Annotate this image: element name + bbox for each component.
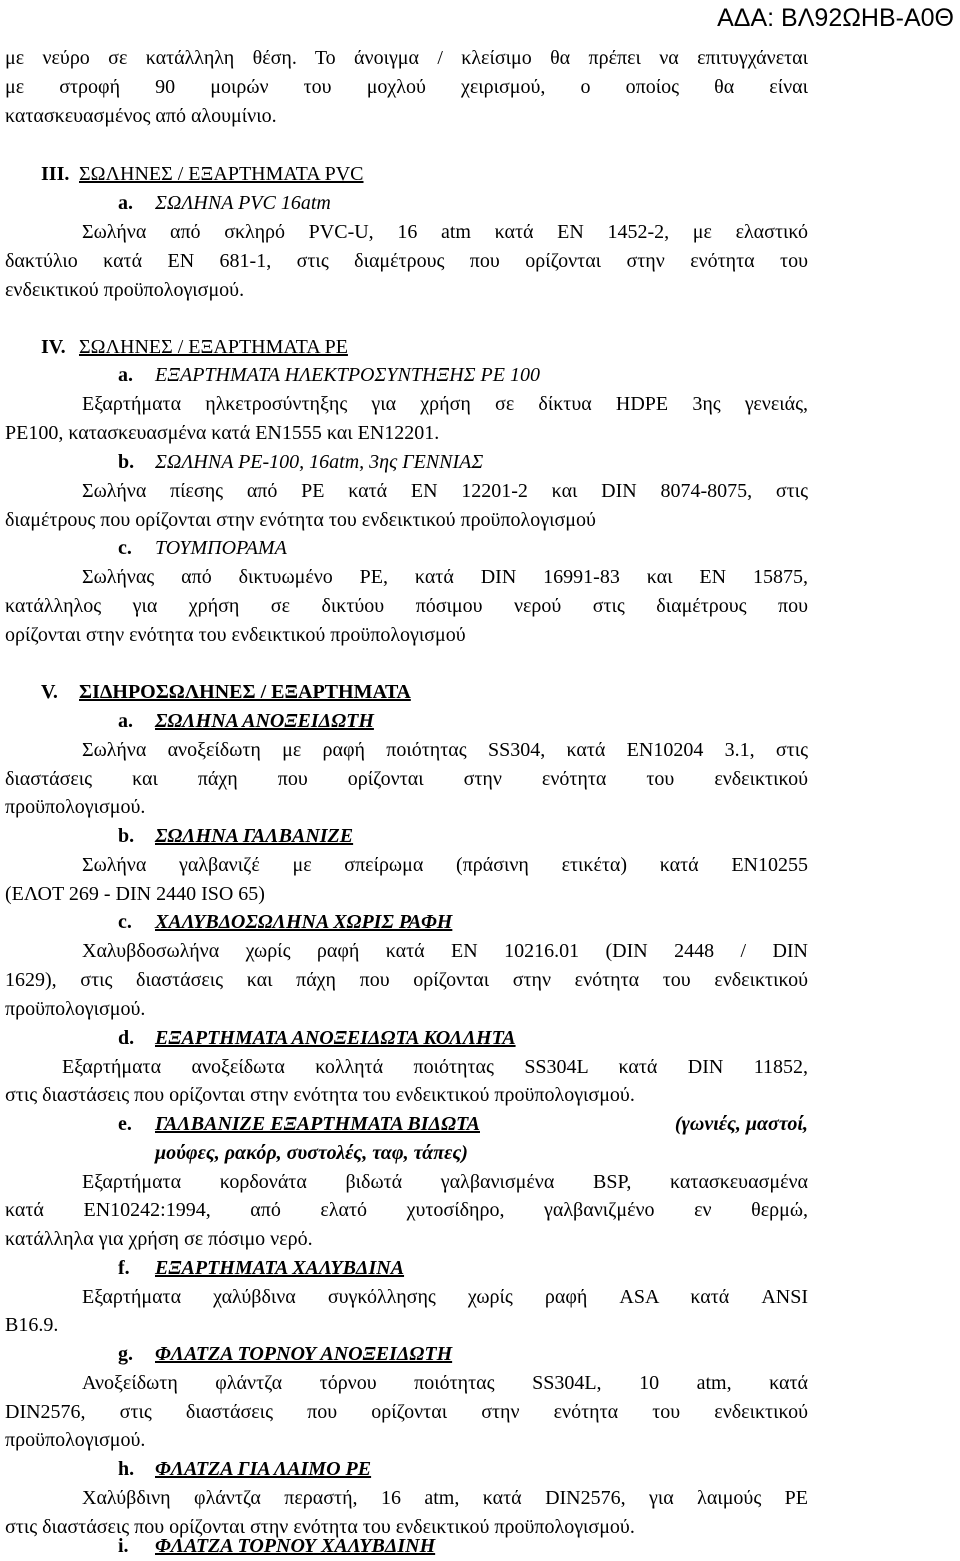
subsection-letter: f. xyxy=(118,1257,130,1279)
body-line: διαστάσεις και πάχη που ορίζονται στην ενότητα του ενδεικτικού xyxy=(5,768,808,790)
body-line: Χαλυβδοσωλήνα χωρίς ραφή κατά EN 10216.01 (DIN 2448 / DIN xyxy=(82,940,808,962)
body-line: ορίζονται στην ενότητα του ενδεικτικού προϋπολογισμού xyxy=(5,624,466,646)
body-line: διαμέτρους που ορίζονται στην ενότητα του ενδεικτικού προϋπολογισμού xyxy=(5,509,596,531)
subsection-title: ΓΑΛΒΑΝΙΖΕ ΕΞΑΡΤΗΜΑΤΑ ΒΙΔΩΤΑ xyxy=(155,1113,480,1135)
subsection-letter: c. xyxy=(118,537,132,559)
body-line: Χαλύβδινη φλάντζα περαστή, 16 atm, κατά DIN2576, για λαιμούς PE xyxy=(82,1487,808,1509)
subsection-title-continued: μούφες, ρακόρ, συστολές, ταφ, τάπες) xyxy=(155,1142,468,1164)
body-line: κατασκευασμένος από αλουμίνιο. xyxy=(5,105,277,127)
subsection-title: ΦΛΑΤΖΑ ΤΟΡΝΟΥ ΑΝΟΞΕΙΔΩΤΗ xyxy=(155,1343,453,1365)
subsection-letter: e. xyxy=(118,1113,132,1135)
body-line: Ανοξείδωτη φλάντζα τόρνου ποιότητας SS304L, 10 atm, κατά xyxy=(82,1372,808,1394)
subsection-letter: c. xyxy=(118,911,132,933)
body-line: ενδεικτικού προϋπολογισμού. xyxy=(5,279,245,301)
body-line: 1629), στις διαστάσεις και πάχη που ορίζονται στην ενότητα του ενδεικτικού xyxy=(5,969,808,991)
body-line: (ΕΛΟΤ 269 - DIN 2440 ISO 65) xyxy=(5,883,265,905)
subsection-title: ΕΞΑΡΤΗΜΑΤΑ ΑΝΟΞΕΙΔΩΤΑ ΚΟΛΛΗΤΑ xyxy=(155,1027,516,1049)
body-line: κατά EN10242:1994, από ελατό χυτοσίδηρο, γαλβανιζμένο εν θερμώ, xyxy=(5,1199,808,1221)
body-line: PE100, κατασκευασμένα κατά EN1555 και EN12201. xyxy=(5,422,440,444)
body-line: κατάλληλος για χρήση σε δικτύου πόσιμου νερού στις διαμέτρους που xyxy=(5,595,808,617)
body-line: με στροφή 90 μοιρών του μοχλού χειρισμού, ο οποίος θα είναι xyxy=(5,76,808,98)
body-line: προϋπολογισμού. xyxy=(5,998,146,1020)
subsection-letter: a. xyxy=(118,364,133,386)
subsection-title: ΕΞΑΡΤΗΜΑΤΑ ΧΑΛΥΒΔΙΝΑ xyxy=(155,1257,405,1279)
subsection-letter: a. xyxy=(118,710,133,732)
body-line: Σωλήνα γαλβανιζέ με σπείρωμα (πράσινη ετικέτα) κατά EN10255 xyxy=(82,854,808,876)
subsection-letter: g. xyxy=(118,1343,133,1365)
subsection-letter: i. xyxy=(118,1535,129,1557)
body-line: με νεύρο σε κατάλληλη θέση. Το άνοιγμα / κλείσιμο θα πρέπει να επιτυγχάνεται xyxy=(5,47,808,69)
body-line: Σωλήνα πίεσης από PE κατά EN 12201-2 και DIN 8074-8075, στις xyxy=(82,480,808,502)
subsection-title-note: (γωνιές, μαστοί, xyxy=(674,1113,808,1135)
subsection-title: ΧΑΛΥΒΔΟΣΩΛΗΝΑ ΧΩΡΙΣ ΡΑΦΗ xyxy=(155,911,453,933)
subsection-title-row xyxy=(155,1110,808,1139)
section-number: IV. xyxy=(41,336,66,358)
body-line: DIN2576, στις διαστάσεις που ορίζονται στην ενότητα του ενδεικτικού xyxy=(5,1401,808,1423)
subsection-letter: d. xyxy=(118,1027,135,1049)
body-line: Εξαρτήματα χαλύβδινα συγκόλλησης χωρίς ραφή ASA κατά ANSI xyxy=(82,1286,808,1308)
subsection-letter: h. xyxy=(118,1458,135,1480)
subsection-letter: a. xyxy=(118,192,133,214)
subsection-letter: b. xyxy=(118,451,135,473)
subsection-title: ΣΩΛΗΝΑ ΓΑΛΒΑΝΙΖΕ xyxy=(155,825,354,847)
body-line: προϋπολογισμού. xyxy=(5,1429,146,1451)
body-line: Εξαρτήματα ανοξείδωτα κολλητά ποιότητας SS304L κατά DIN 11852, xyxy=(62,1056,808,1078)
section-title: ΣΩΛΗΝΕΣ / ΕΞΑΡΤΗΜΑΤΑ PVC xyxy=(79,163,364,185)
body-line: προϋπολογισμού. xyxy=(5,796,146,818)
section-title: ΣΩΛΗΝΕΣ / ΕΞΑΡΤΗΜΑΤΑ PE xyxy=(79,336,348,358)
subsection-title: ΣΩΛΗΝΑ PVC 16atm xyxy=(155,192,331,214)
subsection-letter: b. xyxy=(118,825,135,847)
subsection-title: ΕΞΑΡΤΗΜΑΤΑ ΗΛΕΚΤΡΟΣΥΝΤΗΞΗΣ PE 100 xyxy=(155,364,540,386)
body-line: Σωλήνα ανοξείδωτη με ραφή ποιότητας SS304, κατά EN10204 3.1, στις xyxy=(82,739,808,761)
body-line: Σωλήνα από σκληρό PVC-U, 16 atm κατά EN 1452-2, με ελαστικό xyxy=(82,221,808,243)
subsection-title: ΦΛΑΤΖΑ ΓΙΑ ΛΑΙΜΟ PE xyxy=(155,1458,372,1480)
body-line: Εξαρτήματα ηλκετροσύντηξης για χρήση σε δίκτυα HDPE 3ης γενειάς, xyxy=(82,393,808,415)
section-title: ΣΙΔΗΡΟΣΩΛΗΝΕΣ / ΕΞΑΡΤΗΜΑΤΑ xyxy=(79,681,411,703)
subsection-title: ΤΟΥΜΠΟΡΑΜΑ xyxy=(155,537,287,559)
document-code: ΑΔΑ: ΒΛ92ΩΗΒ-Α0Θ xyxy=(717,4,954,32)
body-line: κατάλληλα για χρήση σε πόσιμο νερό. xyxy=(5,1228,313,1250)
body-line: στις διαστάσεις που ορίζονται στην ενότητα του ενδεικτικού προϋπολογισμού. xyxy=(5,1084,635,1106)
section-number: III. xyxy=(41,163,70,185)
body-line: δακτύλιο κατά EN 681-1, στις διαμέτρους που ορίζονται στην ενότητα του xyxy=(5,250,808,272)
subsection-title: ΦΛΑΤΖΑ ΤΟΡΝΟΥ ΧΑΛΥΒΔΙΝΗ xyxy=(155,1535,436,1557)
body-line: στις διαστάσεις που ορίζονται στην ενότητα του ενδεικτικού προϋπολογισμού. xyxy=(5,1516,635,1538)
subsection-title: ΣΩΛΗΝΑ ΑΝΟΞΕΙΔΩΤΗ xyxy=(155,710,374,732)
section-number: V. xyxy=(41,681,58,703)
body-line: Σωλήνας από δικτυωμένο PE, κατά DIN 16991-83 και EN 15875, xyxy=(82,566,808,588)
subsection-title: ΣΩΛΗΝΑ PE-100, 16atm, 3ης ΓΕΝΝΙΑΣ xyxy=(155,451,484,473)
body-line: Εξαρτήματα κορδονάτα βιδωτά γαλβανισμένα BSP, κατασκευασμένα xyxy=(82,1171,808,1193)
body-line: B16.9. xyxy=(5,1314,59,1336)
